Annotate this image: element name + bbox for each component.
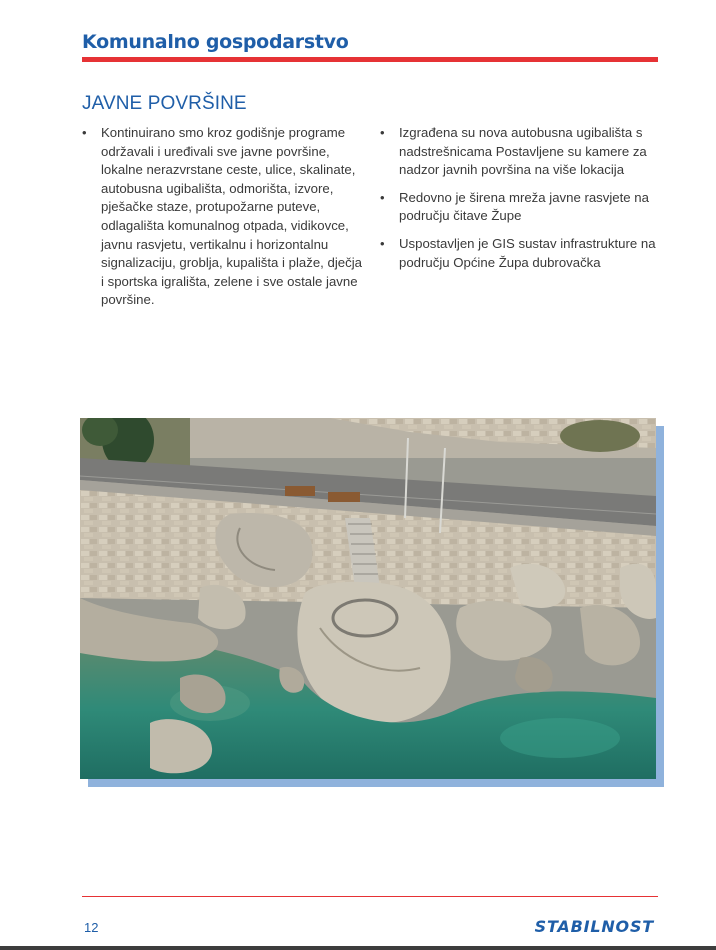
list-item: • Redovno je širena mreža javne rasvjete na području čitave Župe <box>380 189 660 226</box>
list-item: • Kontinuirano smo kroz godišnje programe održavali i uređivali sve javne površine, lokalne nerazvrstane ceste, ulice, skalinate, autobusna ugibališta, odmorišta, izvore, pješačke staze, protupožarne puteve, odlagališta komunalnog otpada, vidikovce, javnu rasvjetu, vertikalnu i horizontalnu signalizaciju, groblja, kupališta i plaže, dječja i sportska igrališta, zelene i sve ostale javne površine. <box>82 124 364 310</box>
page-number: 12 <box>84 920 99 935</box>
bottom-edge-bar <box>0 946 716 950</box>
page-header <box>82 28 658 62</box>
title-underline <box>82 57 658 62</box>
left-bullet-list <box>82 124 364 319</box>
section-title: JAVNE POVRŠINE <box>82 93 247 114</box>
list-item: • Izgrađena su nova autobusna ugibališta s nadstrešnicama Postavljene su kamere za nadzor javnih površina na više lokacija <box>380 124 660 180</box>
right-bullet-list <box>380 124 660 281</box>
aerial-coast-photo <box>80 418 656 779</box>
aerial-coast-illustration <box>80 418 656 779</box>
footer-brand: STABILNOST <box>534 917 654 936</box>
page-title: Komunalno gospodarstvo <box>82 31 349 53</box>
footer-rule <box>82 896 658 897</box>
list-item: • Uspostavljen je GIS sustav infrastrukture na području Općine Župa dubrovačka <box>380 235 660 272</box>
